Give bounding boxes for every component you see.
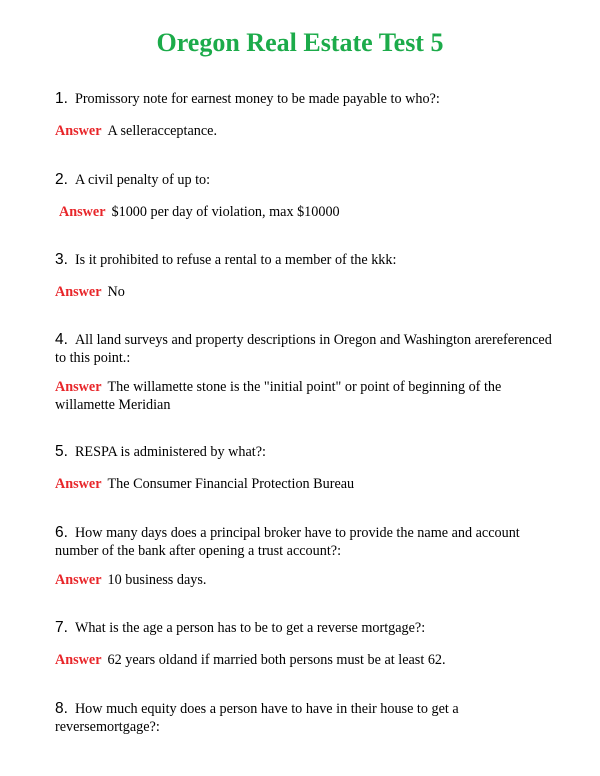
- answer-label: Answer: [55, 572, 102, 588]
- answer-5: [55, 475, 555, 493]
- question-number: 7.: [55, 619, 68, 636]
- answer-text: The Consumer Financial Protection Bureau: [107, 476, 355, 492]
- question-1: [55, 90, 555, 108]
- question-number: 2.: [55, 171, 68, 188]
- answer-7: [55, 651, 555, 669]
- page-title: Oregon Real Estate Test 5: [156, 28, 444, 57]
- answer-text: $1000 per day of violation, max $10000: [111, 204, 340, 220]
- answer-label: Answer: [55, 123, 102, 139]
- question-text: Promissory note for earnest money to be made payable to who?:: [74, 91, 440, 107]
- answer-3: [55, 283, 555, 301]
- answer-1: [55, 122, 555, 140]
- answer-2: [59, 203, 559, 221]
- answer-4: [55, 378, 555, 414]
- question-text: RESPA is administered by what?:: [74, 444, 266, 460]
- answer-text: 10 business days.: [107, 572, 207, 588]
- question-text: A civil penalty of up to:: [74, 172, 211, 188]
- answer-label: Answer: [55, 652, 102, 668]
- answer-label: Answer: [55, 284, 102, 300]
- answer-6: [55, 571, 555, 589]
- question-text: Is it prohibited to refuse a rental to a member of the kkk:: [74, 252, 397, 268]
- question-number: 8.: [55, 700, 68, 717]
- question-5: [55, 443, 555, 461]
- answer-label: Answer: [55, 379, 102, 395]
- answer-text: No: [107, 284, 125, 300]
- question-text: All land surveys and property descriptions in Oregon and Washington arereferenced to this point.:: [55, 332, 552, 366]
- question-2: [55, 171, 555, 189]
- question-text: How many days does a principal broker have to provide the name and account number of the bank after opening a trust account?:: [55, 525, 520, 559]
- answer-text: The willamette stone is the "initial point" or point of beginning of the willamette Meridian: [55, 379, 502, 413]
- question-4: [55, 331, 555, 367]
- answer-label: Answer: [59, 204, 106, 220]
- question-6: [55, 524, 555, 560]
- question-3: [55, 251, 555, 269]
- question-number: 3.: [55, 251, 68, 268]
- question-number: 1.: [55, 90, 68, 107]
- question-number: 6.: [55, 524, 68, 541]
- question-number: 5.: [55, 443, 68, 460]
- answer-text: A selleracceptance.: [107, 123, 217, 139]
- answer-label: Answer: [55, 476, 102, 492]
- question-text: What is the age a person has to be to get a reverse mortgage?:: [74, 620, 426, 636]
- question-number: 4.: [55, 331, 68, 348]
- question-7: [55, 619, 555, 637]
- question-text: How much equity does a person have to have in their house to get a reversemortgage?:: [55, 701, 459, 735]
- answer-text: 62 years oldand if married both persons must be at least 62.: [107, 652, 446, 668]
- question-8: [55, 700, 555, 736]
